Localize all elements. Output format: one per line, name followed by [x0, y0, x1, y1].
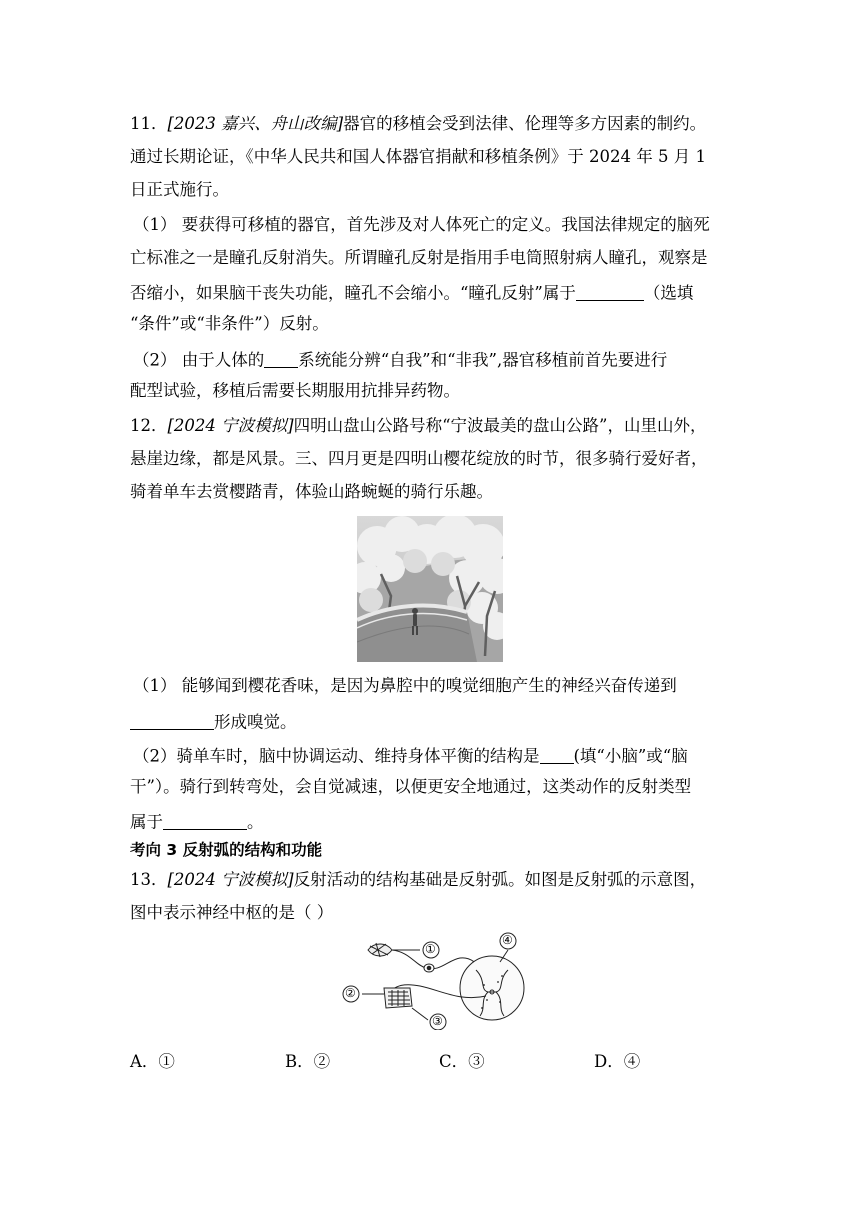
q12-line3: 骑着单车去赏樱踏青，体验山路蜿蜒的骑行乐趣。 — [130, 482, 493, 501]
q11-part1-text: 否缩小，如果脑干丧失功能，瞳孔不会缩小。“瞳孔反射”属于 — [130, 283, 576, 303]
q11-part2-line2: 配型试验，移植后需要长期服用抗排异药物。 — [130, 381, 460, 400]
option-a-letter: A． — [130, 1052, 159, 1071]
q11-line3: 日正式施行。 — [130, 180, 229, 199]
q11-part1-line1: （1） 要获得可移植的器官，首先涉及对人体死亡的定义。我国法律规定的脑死 — [133, 215, 710, 234]
q12-part1-line1: （1） 能够闻到樱花香味，是因为鼻腔中的嗅觉细胞产生的神经兴奋传递到 — [133, 676, 677, 695]
option-c-letter: C． — [439, 1052, 469, 1071]
section-heading: 考向 3 反射弧的结构和功能 — [130, 841, 323, 859]
q12-part2-line2: 干”）。骑行到转弯处，会自觉减速，以便更安全地通过，这类动作的反射类型 — [130, 777, 692, 796]
option-d-letter: D． — [594, 1052, 624, 1071]
option-c-text: ③ — [468, 1052, 485, 1071]
q11-part2-line1 — [133, 350, 667, 369]
q11-part2-text: （2） 由于人体的 — [133, 350, 265, 370]
reflex-arc-diagram — [340, 930, 530, 1030]
q12-part1-text-end: 形成嗅觉。 — [214, 712, 297, 732]
q11-part2-text-end: 系统能分辨“自我”和“非我”,器官移植前首先要进行 — [298, 350, 668, 370]
option-d[interactable] — [594, 1048, 640, 1072]
diagram-label-1: ① — [425, 942, 436, 956]
q11-text-1: 器官的移植会受到法律、伦理等多方因素的制约。 — [343, 114, 707, 133]
q12-part2-text-start: 属于 — [130, 812, 163, 832]
option-a[interactable] — [130, 1048, 175, 1072]
option-c[interactable] — [439, 1048, 485, 1072]
q11-source: [2023 嘉兴、舟山改编] — [167, 114, 344, 133]
q12-part2-line1 — [133, 746, 688, 765]
answer-blank[interactable] — [264, 350, 298, 368]
q13-number: 13． — [130, 870, 168, 889]
q12-number: 12． — [130, 416, 168, 435]
option-a-text: ① — [158, 1052, 175, 1071]
q12-part2-text-end: (填“小脑”或“脑 — [573, 746, 688, 766]
q12-part2-text: （2）骑单车时，脑中协调运动、维持身体平衡的结构是 — [133, 746, 540, 766]
answer-blank[interactable] — [576, 283, 644, 301]
option-b[interactable] — [285, 1048, 330, 1072]
q12-line1 — [130, 418, 707, 435]
q11-part1-line4: “条件”或“非条件”）反射。 — [130, 314, 329, 333]
q12-part2-line3 — [130, 812, 264, 831]
q11-line1 — [130, 116, 706, 133]
q11-part1-text-end: （选填 — [643, 283, 694, 303]
q13-line1 — [130, 872, 706, 889]
answer-blank[interactable] — [130, 712, 214, 730]
q13-source: [2024 宁波模拟] — [167, 870, 294, 889]
q11-line2: 通过长期论证，《中华人民共和国人体器官捐献和移植条例》于 2024 年 5 月 1 — [130, 147, 706, 166]
q12-text-1: 四明山盘山公路号称“宁波最美的盘山公路”，山里山外， — [293, 416, 707, 435]
diagram-label-2: ② — [345, 986, 356, 1000]
q13-text-1: 反射活动的结构基础是反射弧。如图是反射弧的示意图， — [293, 870, 707, 889]
diagram-label-3: ③ — [432, 1014, 443, 1028]
cherry-blossom-road-photo — [357, 516, 503, 662]
q13-line2: 图中表示神经中枢的是（ ） — [130, 903, 334, 922]
option-b-letter: B． — [285, 1052, 314, 1071]
q11-number: 11． — [130, 114, 168, 133]
q12-source: [2024 宁波模拟] — [167, 416, 294, 435]
q12-part2-text-end2: 。 — [247, 812, 264, 832]
q12-line2: 悬崖边缘，都是风景。三、四月更是四明山樱花绽放的时节，很多骑行爱好者， — [130, 449, 708, 468]
option-b-text: ② — [313, 1052, 331, 1071]
diagram-label-4: ④ — [502, 933, 513, 947]
q12-part1-line2 — [130, 712, 297, 731]
q11-part1-line2: 亡标准之一是瞳孔反射消失。所谓瞳孔反射是指用手电筒照射病人瞳孔，观察是 — [130, 248, 708, 267]
answer-blank[interactable] — [163, 812, 247, 830]
option-d-text: ④ — [623, 1052, 641, 1071]
q11-part1-line3 — [130, 283, 693, 302]
answer-blank[interactable] — [540, 746, 574, 764]
